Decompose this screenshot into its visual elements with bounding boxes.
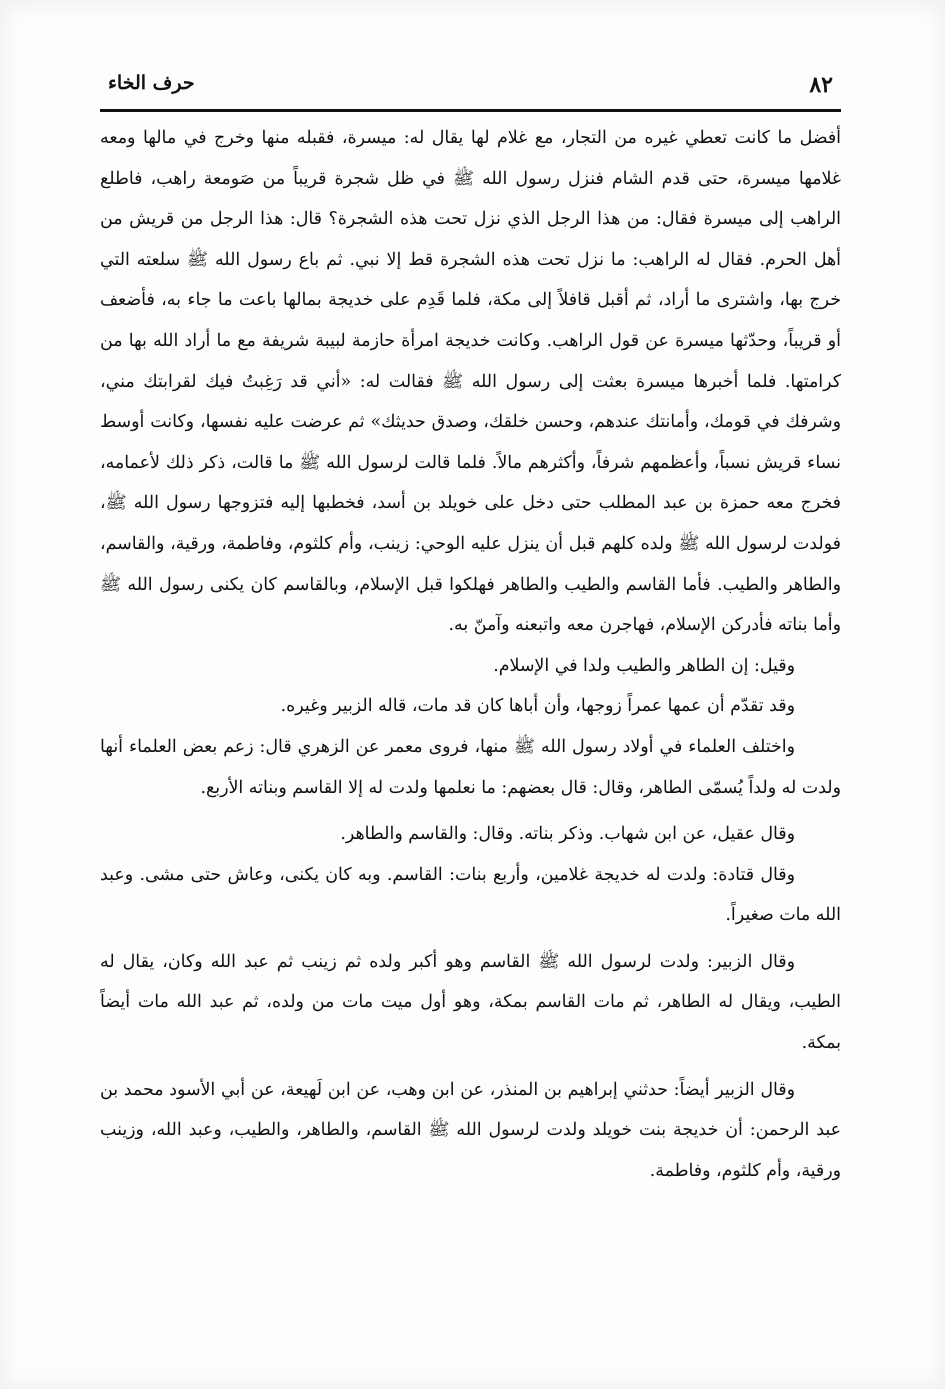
header-rule	[100, 109, 841, 112]
paragraph-4: واختلف العلماء في أولاد رسول الله ﷺ منها، فروى معمر عن الزهري قال: زعم بعض العلماء أنها ولدت له ولداً يُسمّى الطاهر، وقال: قال بعضهم: ما نعلمها ولدت له إلا القاسم وبناته الأربع.	[100, 736, 841, 798]
paragraph-7: وقال الزبير: ولدت لرسول الله ﷺ القاسم وهو أكبر ولده ثم زينب ثم عبد الله وكان، يقال له الطيب، ويقال له الطاهر، ثم مات القاسم بمكة، وهو أول ميت مات من ولده، ثم عبد الله مات أيضاً بمكة.	[100, 951, 841, 1054]
page-number: ٨٢	[809, 72, 833, 98]
page-body	[100, 118, 841, 1191]
paragraph-1: أفضل ما كانت تعطي غيره من التجار، مع غلام لها يقال له: ميسرة، فقبله منها وخرج في مالها ومعه غلامها ميسرة، حتى قدم الشام فنزل رسول الله ﷺ في ظل شجرة قريباً من صَومعة راهب، فاطلع الراهب إلى ميسرة فقال: من هذا الرجل الذي نزل تحت هذه الشجرة؟ قال: هذا الرجل من قريش من أهل الحرم. فقال له الراهب: ما نزل تحت هذه الشجرة قط إلا نبي. ثم باع رسول الله ﷺ سلعته التي خرج بها، واشترى ما أراد، ثم أقبل قافلاً إلى مكة، فلما قَدِم على خديجة بمالها باعت ما جاء به، فأضعف أو قريباً، وحدّثها ميسرة عن قول الراهب. وكانت خديجة امرأة حازمة لبيبة شريفة مع ما أراد الله بها من كرامتها. فلما أخبرها ميسرة بعثت إلى رسول الله ﷺ فقالت له: «أني قد رَغِبتُ فيك لقرابتك مني، وشرفك في قومك، وأمانتك عندهم، وحسن خلقك، وصدق حديثك» ثم عرضت عليه نفسها، وكانت أوسط نساء قريش نسباً، وأعظمهم شرفاً، وأكثرهم مالاً. فلما قالت لرسول الله ﷺ ما قالت، ذكر ذلك لأعمامه، فخرج معه حمزة بن عبد المطلب حتى دخل على خويلد بن أسد، فخطبها إليه فتزوجها رسول الله ﷺ، فولدت لرسول الله ﷺ ولده كلهم قبل أن ينزل عليه الوحي: زينب، وأم كلثوم، وفاطمة، ورقية، والقاسم، والطاهر والطيب. فأما القاسم والطيب والطاهر فهلكوا قبل الإسلام، وبالقاسم كان يكنى رسول الله ﷺ وأما بناته فأدركن الإسلام، فهاجرن معه واتبعنه وآمنّ به.	[100, 128, 841, 636]
paragraph-5: وقال عقيل، عن ابن شهاب. وذكر بناته. وقال: والقاسم والطاهر.	[340, 824, 795, 845]
running-title: حرف الخاء	[108, 72, 195, 94]
paragraph-2: وقيل: إن الطاهر والطيب ولدا في الإسلام.	[493, 655, 795, 676]
paragraph-6: وقال قتادة: ولدت له خديجة غلامين، وأربع بنات: القاسم. وبه كان يكنى، وعاش حتى مشى. وعبد الله مات صغيراً.	[100, 864, 841, 926]
page-header	[108, 66, 833, 106]
paragraph-3: وقد تقدّم أن عمها عمراً زوجها، وأن أباها كان قد مات، قاله الزبير وغيره.	[280, 696, 795, 717]
paragraph-8: وقال الزبير أيضاً: حدثني إبراهيم بن المنذر، عن ابن وهب، عن ابن لَهيعة، عن أبي الأسود محمد بن عبد الرحمن: أن خديجة بنت خويلد ولدت لرسول الله ﷺ القاسم، والطاهر، والطيب، وعبد الله، وزينب ورقية، وأم كلثوم، وفاطمة.	[100, 1079, 841, 1181]
